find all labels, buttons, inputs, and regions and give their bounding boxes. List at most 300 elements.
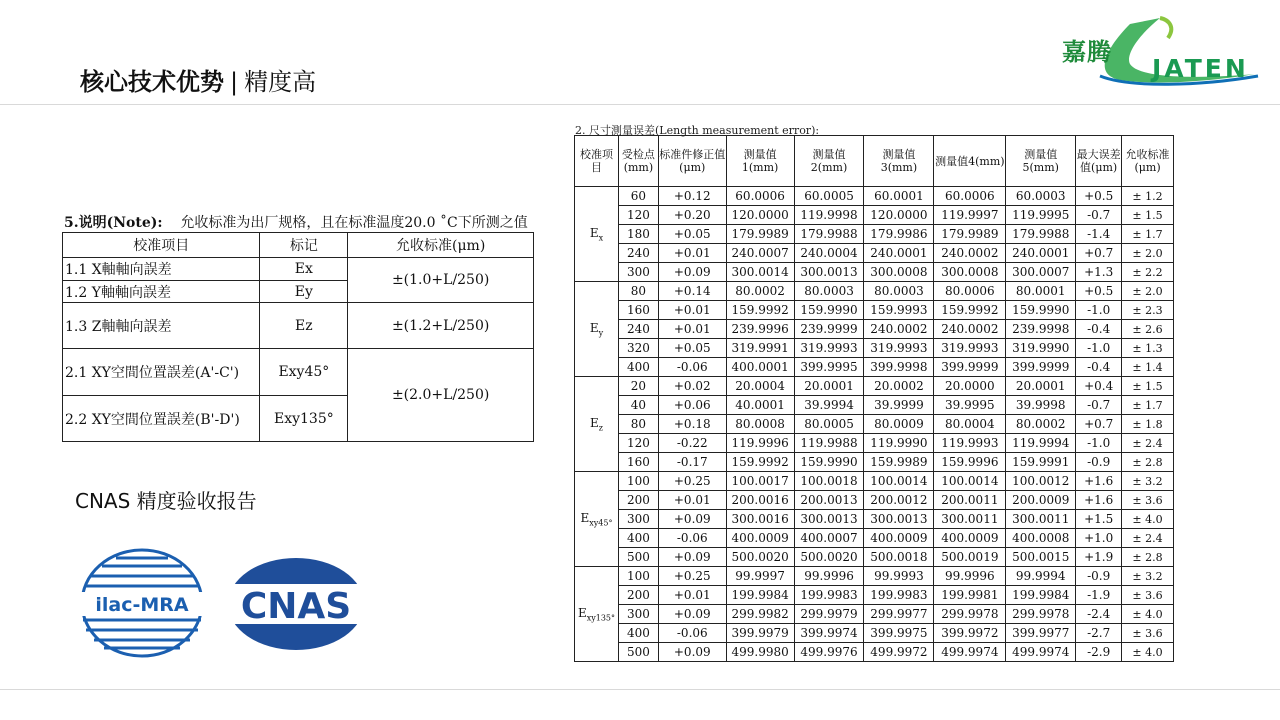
table-cell: 239.9999 xyxy=(794,320,864,339)
spec-item: 2.2 XY空間位置誤差(B'-D') xyxy=(63,396,260,442)
table-cell: 20.0002 xyxy=(864,377,934,396)
table-cell: 200.0011 xyxy=(934,491,1006,510)
table-cell: 159.9992 xyxy=(726,301,794,320)
table-cell: +0.09 xyxy=(658,605,726,624)
table-row xyxy=(575,187,1174,206)
table-cell: 20.0001 xyxy=(1006,377,1076,396)
table-cell: 80.0008 xyxy=(726,415,794,434)
note-text: 允收标准为出厂规格，且在标准温度20.0 ˚C下所测之值 xyxy=(180,215,528,231)
table-row xyxy=(575,301,1174,320)
table-cell: +0.05 xyxy=(658,339,726,358)
table-cell: ± 4.0 xyxy=(1122,605,1174,624)
cnas-badge-text: CNAS xyxy=(240,586,352,627)
table-cell: 320 xyxy=(618,339,658,358)
table-row xyxy=(575,453,1174,472)
calibration-item-label: E xyxy=(589,320,599,335)
table-cell: 399.9977 xyxy=(1006,624,1076,643)
table-cell: -0.4 xyxy=(1076,358,1122,377)
table-cell: 60.0005 xyxy=(794,187,864,206)
table-cell: 99.9994 xyxy=(1006,567,1076,586)
table-cell: 199.9983 xyxy=(794,586,864,605)
spec-item: 1.1 X軸軸向誤差 xyxy=(63,258,260,281)
table-cell: 499.9980 xyxy=(726,643,794,662)
table-cell: 300.0011 xyxy=(934,510,1006,529)
table-cell: 399.9999 xyxy=(934,358,1006,377)
table-cell: 399.9998 xyxy=(864,358,934,377)
table-cell: -1.0 xyxy=(1076,339,1122,358)
table-cell: +0.01 xyxy=(658,586,726,605)
table-cell: 99.9997 xyxy=(726,567,794,586)
table-cell: 500.0019 xyxy=(934,548,1006,567)
spec-header-item: 校准项目 xyxy=(63,233,260,258)
table-cell: 180 xyxy=(618,225,658,244)
table-cell: 300.0008 xyxy=(864,263,934,282)
table-row xyxy=(575,567,1174,586)
table-cell: +1.0 xyxy=(1076,529,1122,548)
table-cell: ± 2.8 xyxy=(1122,548,1174,567)
table-cell: 200.0009 xyxy=(1006,491,1076,510)
table-cell: 500.0020 xyxy=(726,548,794,567)
table-cell: 400.0008 xyxy=(1006,529,1076,548)
table-cell: 319.9993 xyxy=(934,339,1006,358)
table-cell: 60.0006 xyxy=(934,187,1006,206)
table-cell: 499.9974 xyxy=(934,643,1006,662)
table-cell: ± 2.3 xyxy=(1122,301,1174,320)
table-cell: 500.0015 xyxy=(1006,548,1076,567)
table-cell: 100.0014 xyxy=(934,472,1006,491)
calibration-item-label: E xyxy=(580,510,590,525)
table-cell: 200 xyxy=(618,586,658,605)
header-divider xyxy=(0,104,1280,105)
page-title-main: 核心技术优势 xyxy=(80,68,224,96)
table-cell: 319.9993 xyxy=(794,339,864,358)
spec-item: 2.1 XY空間位置誤差(A'-C') xyxy=(63,349,260,396)
table-row xyxy=(575,339,1174,358)
calibration-item-label: E xyxy=(589,225,599,240)
table-cell: 159.9996 xyxy=(934,453,1006,472)
table-cell: +0.7 xyxy=(1076,244,1122,263)
table-cell: +0.02 xyxy=(658,377,726,396)
table-cell: 399.9999 xyxy=(1006,358,1076,377)
table-cell: +0.01 xyxy=(658,491,726,510)
table-row xyxy=(575,225,1174,244)
meas-header: 受检点(mm) xyxy=(618,136,658,187)
table-cell: +0.01 xyxy=(658,244,726,263)
table-cell: +0.05 xyxy=(658,225,726,244)
meas-header: 校准项目 xyxy=(575,136,619,187)
table-cell: ± 2.4 xyxy=(1122,434,1174,453)
table-cell: 159.9989 xyxy=(864,453,934,472)
table-row xyxy=(575,605,1174,624)
table-cell: 200.0012 xyxy=(864,491,934,510)
calibration-item-cell xyxy=(575,187,619,282)
table-cell: 240 xyxy=(618,244,658,263)
table-cell: 159.9992 xyxy=(934,301,1006,320)
table-cell: 319.9993 xyxy=(864,339,934,358)
ilac-badge-text: ilac-MRA xyxy=(95,594,189,616)
table-cell: 240 xyxy=(618,320,658,339)
table-cell: 500 xyxy=(618,643,658,662)
table-cell: 199.9981 xyxy=(934,586,1006,605)
calibration-item-subscript: z xyxy=(598,423,603,433)
page-title xyxy=(80,62,316,97)
table-cell: 300.0008 xyxy=(934,263,1006,282)
table-cell: -1.0 xyxy=(1076,434,1122,453)
table-cell: 240.0001 xyxy=(1006,244,1076,263)
table-cell: 100 xyxy=(618,472,658,491)
table-cell: ± 1.5 xyxy=(1122,377,1174,396)
table-cell: 80.0003 xyxy=(864,282,934,301)
table-cell: 20.0000 xyxy=(934,377,1006,396)
table-cell: 199.9984 xyxy=(1006,586,1076,605)
meas-header: 最大误差值(μm) xyxy=(1076,136,1122,187)
table-cell: +0.25 xyxy=(658,472,726,491)
table-cell: 399.9974 xyxy=(794,624,864,643)
table-cell: 119.9997 xyxy=(934,206,1006,225)
table-cell: 300.0013 xyxy=(794,263,864,282)
table-cell: 400 xyxy=(618,529,658,548)
note-label: 5.说明(Note): xyxy=(64,215,163,231)
calibration-item-subscript: y xyxy=(598,328,604,338)
table-cell: -1.0 xyxy=(1076,301,1122,320)
table-cell: 119.9988 xyxy=(794,434,864,453)
meas-header: 测量值1(mm) xyxy=(726,136,794,187)
table-cell: 99.9996 xyxy=(794,567,864,586)
table-cell: 100.0018 xyxy=(794,472,864,491)
table-cell: 120.0000 xyxy=(864,206,934,225)
table-cell: 80.0009 xyxy=(864,415,934,434)
table-cell: +0.06 xyxy=(658,396,726,415)
table-cell: 40 xyxy=(618,396,658,415)
table-cell: -2.4 xyxy=(1076,605,1122,624)
table-cell: 80.0002 xyxy=(1006,415,1076,434)
table-cell: 80.0002 xyxy=(726,282,794,301)
table-cell: +0.5 xyxy=(1076,187,1122,206)
table-cell: -0.7 xyxy=(1076,206,1122,225)
table-cell: 299.9977 xyxy=(864,605,934,624)
table-cell: ± 2.2 xyxy=(1122,263,1174,282)
table-row xyxy=(575,624,1174,643)
table-cell: -0.06 xyxy=(658,624,726,643)
table-cell: 299.9978 xyxy=(1006,605,1076,624)
calibration-item-subscript: xy45° xyxy=(589,518,613,528)
table-cell: 159.9993 xyxy=(864,301,934,320)
measurement-table xyxy=(574,135,1174,662)
table-cell: 400 xyxy=(618,624,658,643)
table-cell: -0.17 xyxy=(658,453,726,472)
table-cell: 399.9975 xyxy=(864,624,934,643)
table-row xyxy=(575,377,1174,396)
table-cell: ± 3.2 xyxy=(1122,567,1174,586)
table-cell: 400.0009 xyxy=(864,529,934,548)
table-cell: 159.9990 xyxy=(1006,301,1076,320)
table-cell: 40.0001 xyxy=(726,396,794,415)
table-cell: 80.0006 xyxy=(934,282,1006,301)
table-cell: 239.9998 xyxy=(1006,320,1076,339)
table-cell: 300.0013 xyxy=(794,510,864,529)
table-cell: ± 1.8 xyxy=(1122,415,1174,434)
table-cell: 199.9984 xyxy=(726,586,794,605)
table-cell: 80.0004 xyxy=(934,415,1006,434)
table-cell: +0.5 xyxy=(1076,282,1122,301)
spec-mark: Ex xyxy=(260,258,348,281)
table-cell: 39.9995 xyxy=(934,396,1006,415)
table-cell: 499.9974 xyxy=(1006,643,1076,662)
table-row xyxy=(575,510,1174,529)
table-cell: 39.9998 xyxy=(1006,396,1076,415)
meas-header: 标准件修正值(μm) xyxy=(658,136,726,187)
table-cell: -0.4 xyxy=(1076,320,1122,339)
table-cell: ± 3.6 xyxy=(1122,624,1174,643)
table-cell: 300 xyxy=(618,263,658,282)
table-cell: 500.0020 xyxy=(794,548,864,567)
cnas-badge xyxy=(226,556,366,656)
meas-header: 测量值5(mm) xyxy=(1006,136,1076,187)
meas-header: 测量值4(mm) xyxy=(934,136,1006,187)
note-line xyxy=(64,212,528,232)
table-cell: 299.9979 xyxy=(794,605,864,624)
table-cell: 240.0001 xyxy=(864,244,934,263)
table-cell: 60.0003 xyxy=(1006,187,1076,206)
calibration-item-label: E xyxy=(589,415,599,430)
table-cell: 100.0014 xyxy=(864,472,934,491)
table-cell: 20.0004 xyxy=(726,377,794,396)
table-cell: ± 2.8 xyxy=(1122,453,1174,472)
table-cell: ± 1.3 xyxy=(1122,339,1174,358)
title-separator: | xyxy=(230,68,239,96)
table-cell: 240.0002 xyxy=(934,244,1006,263)
table-cell: 300 xyxy=(618,510,658,529)
spec-standard: ±(1.2+L/250) xyxy=(348,303,534,349)
table-cell: 100 xyxy=(618,567,658,586)
table-cell: ± 4.0 xyxy=(1122,643,1174,662)
table-cell: +1.6 xyxy=(1076,491,1122,510)
table-cell: 99.9996 xyxy=(934,567,1006,586)
table-cell: ± 1.7 xyxy=(1122,396,1174,415)
table-cell: 160 xyxy=(618,453,658,472)
table-cell: 100.0012 xyxy=(1006,472,1076,491)
table-row xyxy=(575,529,1174,548)
calibration-item-label: E xyxy=(577,605,587,620)
ilac-globe-icon xyxy=(80,548,204,658)
table-cell: -0.06 xyxy=(658,529,726,548)
table-cell: 160 xyxy=(618,301,658,320)
table-cell: 500 xyxy=(618,548,658,567)
table-cell: 400 xyxy=(618,358,658,377)
spec-mark: Ez xyxy=(260,303,348,349)
table-cell: 400.0001 xyxy=(726,358,794,377)
table-cell: 20 xyxy=(618,377,658,396)
table-cell: 200.0013 xyxy=(794,491,864,510)
table-cell: ± 2.6 xyxy=(1122,320,1174,339)
table-cell: 80 xyxy=(618,282,658,301)
table-cell: ± 3.2 xyxy=(1122,472,1174,491)
table-cell: 300.0013 xyxy=(864,510,934,529)
table-cell: -2.9 xyxy=(1076,643,1122,662)
spec-standard: ±(2.0+L/250) xyxy=(348,349,534,442)
table-cell: +0.09 xyxy=(658,510,726,529)
table-cell: 179.9988 xyxy=(1006,225,1076,244)
company-logo xyxy=(1060,14,1260,90)
table-cell: 100.0017 xyxy=(726,472,794,491)
table-cell: 119.9996 xyxy=(726,434,794,453)
table-cell: 399.9995 xyxy=(794,358,864,377)
table-cell: 300.0016 xyxy=(726,510,794,529)
table-cell: +0.01 xyxy=(658,320,726,339)
logo-cn-text: 嘉腾 xyxy=(1062,38,1112,66)
ilac-mra-badge xyxy=(80,548,204,662)
table-cell: 179.9989 xyxy=(726,225,794,244)
table-row xyxy=(575,282,1174,301)
table-cell: 239.9996 xyxy=(726,320,794,339)
table-cell: +1.5 xyxy=(1076,510,1122,529)
table-cell: 159.9990 xyxy=(794,453,864,472)
cnas-report-caption: CNAS 精度验收报告 xyxy=(75,489,257,513)
table-cell: -0.7 xyxy=(1076,396,1122,415)
table-cell: -0.22 xyxy=(658,434,726,453)
table-row xyxy=(575,358,1174,377)
table-cell: 80.0001 xyxy=(1006,282,1076,301)
table-cell: 300.0007 xyxy=(1006,263,1076,282)
table-cell: 499.9976 xyxy=(794,643,864,662)
table-cell: +0.09 xyxy=(658,548,726,567)
table-cell: 240.0004 xyxy=(794,244,864,263)
table-cell: ± 1.2 xyxy=(1122,187,1174,206)
table-cell: 199.9983 xyxy=(864,586,934,605)
table-cell: 400.0009 xyxy=(934,529,1006,548)
table-cell: 240.0007 xyxy=(726,244,794,263)
table-cell: +0.14 xyxy=(658,282,726,301)
table-cell: 39.9994 xyxy=(794,396,864,415)
table-cell: ± 1.4 xyxy=(1122,358,1174,377)
measurement-table-body xyxy=(575,187,1174,662)
table-cell: 119.9994 xyxy=(1006,434,1076,453)
table-cell: 159.9991 xyxy=(1006,453,1076,472)
calibration-item-subscript: x xyxy=(598,233,604,243)
spec-header-mark: 标记 xyxy=(260,233,348,258)
table-cell: 179.9989 xyxy=(934,225,1006,244)
spec-mark: Ey xyxy=(260,281,348,303)
table-cell: +1.6 xyxy=(1076,472,1122,491)
table-cell: ± 4.0 xyxy=(1122,510,1174,529)
table-cell: 240.0002 xyxy=(934,320,1006,339)
table-cell: 300.0011 xyxy=(1006,510,1076,529)
table-cell: 399.9972 xyxy=(934,624,1006,643)
table-row xyxy=(575,206,1174,225)
table-cell: 499.9972 xyxy=(864,643,934,662)
table-cell: 119.9998 xyxy=(794,206,864,225)
table-cell: 179.9988 xyxy=(794,225,864,244)
table-cell: +0.25 xyxy=(658,567,726,586)
table-cell: 159.9990 xyxy=(794,301,864,320)
table-cell: -0.06 xyxy=(658,358,726,377)
calibration-item-cell xyxy=(575,282,619,377)
table-cell: 200 xyxy=(618,491,658,510)
table-cell: 80.0005 xyxy=(794,415,864,434)
table-cell: 60 xyxy=(618,187,658,206)
table-cell: -2.7 xyxy=(1076,624,1122,643)
table-row xyxy=(575,548,1174,567)
table-cell: +0.18 xyxy=(658,415,726,434)
meas-header: 测量值2(mm) xyxy=(794,136,864,187)
spec-header-standard: 允收标准(μm) xyxy=(348,233,534,258)
table-cell: +0.09 xyxy=(658,643,726,662)
table-cell: -0.9 xyxy=(1076,567,1122,586)
table-row xyxy=(575,320,1174,339)
table-cell: 300 xyxy=(618,605,658,624)
table-cell: 60.0006 xyxy=(726,187,794,206)
table-cell: 179.9986 xyxy=(864,225,934,244)
spec-standard: ±(1.0+L/250) xyxy=(348,258,534,303)
measurement-table-title: 2. 尺寸測量误差(Length measurement error): xyxy=(575,124,820,137)
table-cell: ± 3.6 xyxy=(1122,586,1174,605)
table-cell: ± 3.6 xyxy=(1122,491,1174,510)
table-cell: 319.9991 xyxy=(726,339,794,358)
footer-divider xyxy=(0,689,1280,690)
table-cell: 119.9990 xyxy=(864,434,934,453)
table-cell: 80.0003 xyxy=(794,282,864,301)
table-row xyxy=(575,643,1174,662)
table-row xyxy=(575,415,1174,434)
table-row xyxy=(575,244,1174,263)
table-cell: 119.9995 xyxy=(1006,206,1076,225)
spec-mark: Exy45° xyxy=(260,349,348,396)
calibration-item-cell xyxy=(575,567,619,662)
table-cell: 299.9982 xyxy=(726,605,794,624)
table-cell: ± 1.5 xyxy=(1122,206,1174,225)
table-cell: -0.9 xyxy=(1076,453,1122,472)
table-cell: ± 2.0 xyxy=(1122,282,1174,301)
table-cell: 120 xyxy=(618,434,658,453)
table-row xyxy=(575,491,1174,510)
table-cell: +0.20 xyxy=(658,206,726,225)
table-row xyxy=(575,586,1174,605)
table-cell: 400.0009 xyxy=(726,529,794,548)
table-row xyxy=(575,434,1174,453)
spec-item: 1.3 Z軸軸向誤差 xyxy=(63,303,260,349)
table-cell: +0.12 xyxy=(658,187,726,206)
table-cell: ± 2.4 xyxy=(1122,529,1174,548)
table-cell: +0.01 xyxy=(658,301,726,320)
spec-item: 1.2 Y軸軸向誤差 xyxy=(63,281,260,303)
table-cell: 159.9992 xyxy=(726,453,794,472)
table-cell: 120 xyxy=(618,206,658,225)
table-cell: 319.9990 xyxy=(1006,339,1076,358)
table-cell: 80 xyxy=(618,415,658,434)
table-cell: ± 2.0 xyxy=(1122,244,1174,263)
table-cell: +0.09 xyxy=(658,263,726,282)
table-cell: 500.0018 xyxy=(864,548,934,567)
table-row xyxy=(575,472,1174,491)
table-cell: 99.9993 xyxy=(864,567,934,586)
table-cell: ± 1.7 xyxy=(1122,225,1174,244)
table-cell: -1.4 xyxy=(1076,225,1122,244)
table-row xyxy=(575,263,1174,282)
table-cell: 39.9999 xyxy=(864,396,934,415)
table-row xyxy=(575,396,1174,415)
meas-header: 测量值3(mm) xyxy=(864,136,934,187)
table-cell: 119.9993 xyxy=(934,434,1006,453)
acceptance-spec-table xyxy=(62,232,534,442)
table-cell: -1.9 xyxy=(1076,586,1122,605)
page-title-sub: 精度高 xyxy=(244,68,317,96)
meas-header: 允收标准(μm) xyxy=(1122,136,1174,187)
table-cell: +1.3 xyxy=(1076,263,1122,282)
spec-mark: Exy135° xyxy=(260,396,348,442)
table-cell: 20.0001 xyxy=(794,377,864,396)
cnas-logo-icon xyxy=(226,556,366,652)
table-cell: +0.7 xyxy=(1076,415,1122,434)
